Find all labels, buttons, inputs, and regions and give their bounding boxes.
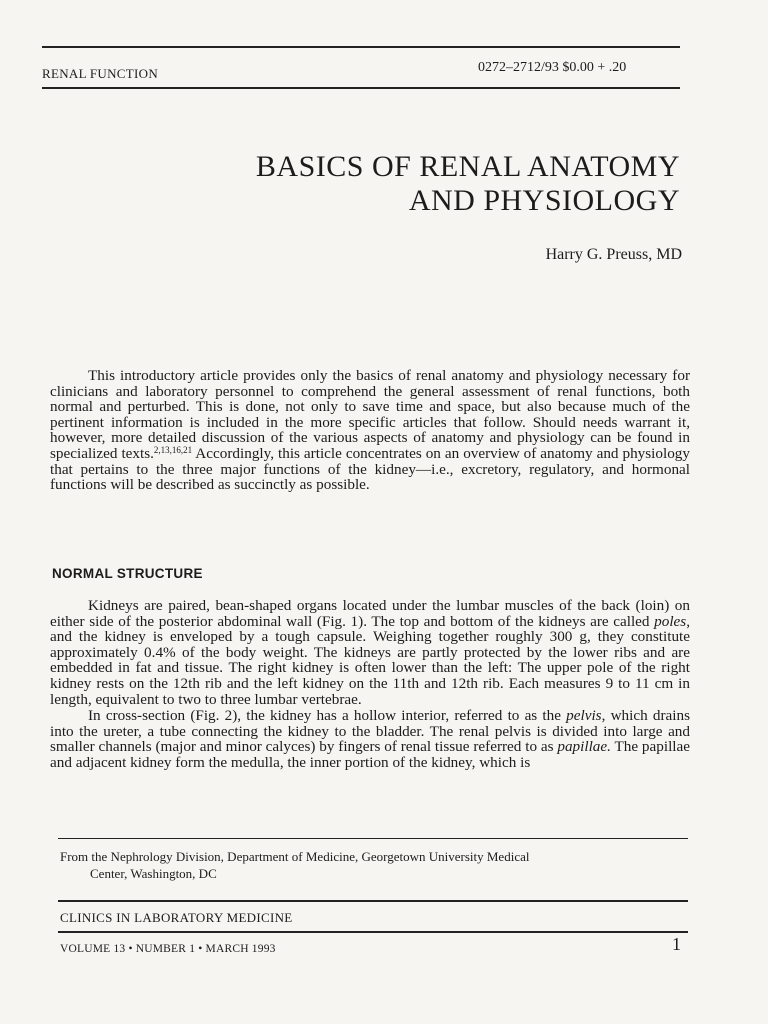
body-paragraph-2: In cross-section (Fig. 2), the kidney has a hollow interior, referred to as the pelvis, which drains into the ureter, a tube connecting the kidney to the bladder. The renal pelvis is divided into large and smaller channels (major and minor calyces) by fingers of renal tissue referred to as papillae. The papillae and adjacent kidney form the medulla, the inner portion of the kidney, which is <box>50 707 691 771</box>
abstract <box>50 368 690 493</box>
section-body <box>50 598 690 771</box>
author-name: Harry G. Preuss, MD <box>545 246 682 263</box>
top-rule <box>42 46 680 48</box>
title-line-1: BASICS OF RENAL ANATOMY <box>255 150 680 183</box>
journal-name: CLINICS IN LABORATORY MEDICINE <box>60 910 293 925</box>
footnote-line-2: Center, Washington, DC <box>90 866 217 881</box>
affiliation-footnote <box>60 848 700 882</box>
header-rule <box>42 87 680 89</box>
footnote-line-1: From the Nephrology Division, Department of Medicine, Georgetown University Medical <box>60 849 530 864</box>
abstract-paragraph: This introductory article provides only the basics of renal anatomy and physiology necessary for clinicians and laboratory personnel to comprehend the general assessment of renal functions, both normal and perturbed. This is done, not only to save time and space, but also because much of the pertinent information is included in the more specific articles that follow. Should needs warrant it, however, more detailed discussion of the various aspects of anatomy and physiology can be found in specialized texts.$^{2,13,16,21}$ Accordingly, this article concentrates on an overview of anatomy and physiology that pertains to the three major functions of the kidney—i.e., excretory, regulatory, and hormonal functions will be described as succinctly as possible. <box>50 367 690 494</box>
page-number: 1 <box>672 934 681 954</box>
footnote-rule <box>58 838 688 839</box>
title-line-2: AND PHYSIOLOGY <box>408 184 680 217</box>
journal-bottom-rule <box>58 931 688 933</box>
article-code: 0272–2712/93 $0.00 + .20 <box>478 60 627 75</box>
article-title <box>256 150 680 218</box>
journal-top-rule <box>58 900 688 902</box>
running-header-section: RENAL FUNCTION <box>42 66 159 81</box>
volume-info: VOLUME 13 • NUMBER 1 • MARCH 1993 <box>60 943 276 955</box>
citation-superscript: 2,13,16,21 <box>153 444 193 455</box>
section-heading: NORMAL STRUCTURE <box>52 566 203 581</box>
body-paragraph-1: Kidneys are paired, bean-shaped organs located under the lumbar muscles of the back (loin) on either side of the posterior abdominal wall (Fig. 1). The top and bottom of the kidneys are called poles, and the kidney is enveloped by a tough capsule. Weighing together roughly 300 g, they constitute approximately 0.4% of the body weight. The kidneys are partly protected by the lower ribs and are embedded in fat and tissue. The right kidney is often lower than the left: The upper pole of the right kidney rests on the 12th rib and the left kidney on the 11th and 12th rib. Each measures 9 to 11 cm in length, equivalent to two to three lumbar vertebrae. <box>50 597 690 708</box>
